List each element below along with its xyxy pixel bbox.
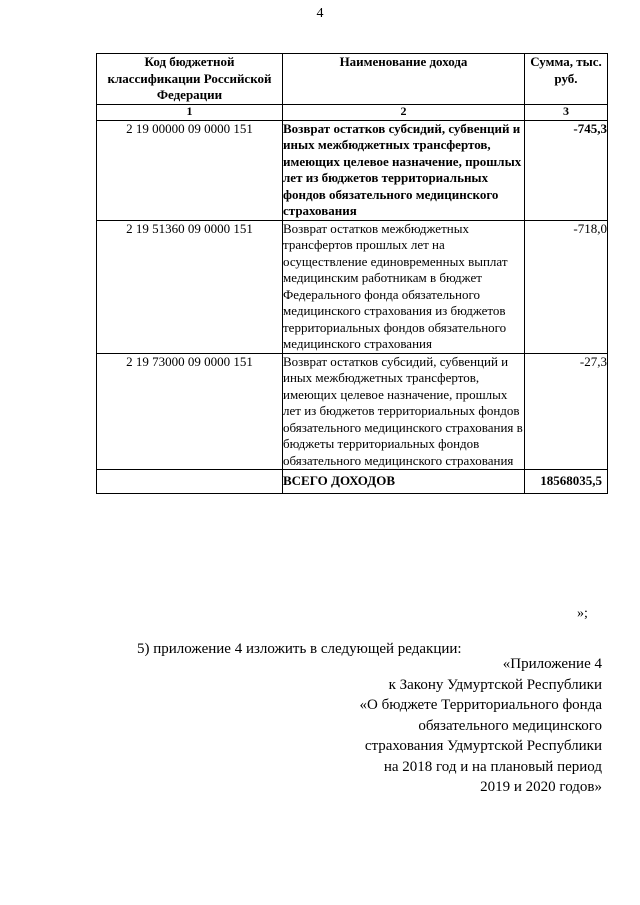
- table-row: [97, 353, 608, 470]
- row-name: Возврат остатков межбюджетных трансфертов прошлых лет на осуществление единовременных выплат медицинским работникам в бюджет Федерального фонда обязательного медицинского страхования из бюджетов территориальных фондов обязательного медицинского страхования: [283, 220, 525, 353]
- appendix-line: к Закону Удмуртской Республики: [388, 676, 602, 693]
- appendix-line: обязательного медицинского: [418, 717, 602, 734]
- column-number: 1: [97, 104, 283, 120]
- row-sum: -745,3: [525, 120, 608, 220]
- row-name: Возврат остатков субсидий, субвенций и иных межбюджетных трансфертов, имеющих целевое назначение, прошлых лет из бюджетов территориальных фондов обязательного медицинского страхования: [283, 120, 525, 220]
- row-code: 2 19 73000 09 0000 151: [97, 353, 283, 470]
- appendix-heading: [360, 654, 602, 798]
- header-sum: Сумма, тыс. руб.: [525, 54, 608, 105]
- total-label: ВСЕГО ДОХОДОВ: [283, 470, 525, 494]
- table-header-row: [97, 54, 608, 105]
- total-sum: 18568035,5: [525, 470, 608, 494]
- appendix-line: на 2018 год и на плановый период: [383, 758, 602, 775]
- total-code: [97, 470, 283, 494]
- row-sum: -718,0: [525, 220, 608, 353]
- appendix-line: 2019 и 2020 годов»: [480, 779, 602, 795]
- column-number: 3: [525, 104, 608, 120]
- column-number: 2: [283, 104, 525, 120]
- page-number: 4: [316, 6, 324, 21]
- row-sum: -27,3: [525, 353, 608, 470]
- row-code: 2 19 51360 09 0000 151: [97, 220, 283, 353]
- appendix-line: страхования Удмуртской Республики: [364, 738, 602, 754]
- appendix-line: «О бюджете Территориального фонда: [359, 697, 602, 713]
- income-table: [96, 53, 608, 494]
- header-name: Наименование дохода: [283, 54, 525, 105]
- table-row: [97, 120, 608, 220]
- closing-quote: »;: [577, 606, 588, 621]
- total-row: [97, 470, 608, 494]
- header-code: Код бюджетной классификации Российской Федерации: [97, 54, 283, 105]
- amendment-item: 5) приложение 4 изложить в следующей редакции:: [137, 641, 462, 657]
- column-number-row: [97, 104, 608, 120]
- table-row: [97, 220, 608, 353]
- appendix-line: «Приложение 4: [502, 656, 602, 672]
- row-code: 2 19 00000 09 0000 151: [97, 120, 283, 220]
- row-name: Возврат остатков субсидий, субвенций и иных межбюджетных трансфертов, имеющих целевое назначение, прошлых лет из бюджетов территориальных фондов обязательного медицинского страхования в бюджеты территориальных фондов обязательного медицинского страхования: [283, 353, 523, 468]
